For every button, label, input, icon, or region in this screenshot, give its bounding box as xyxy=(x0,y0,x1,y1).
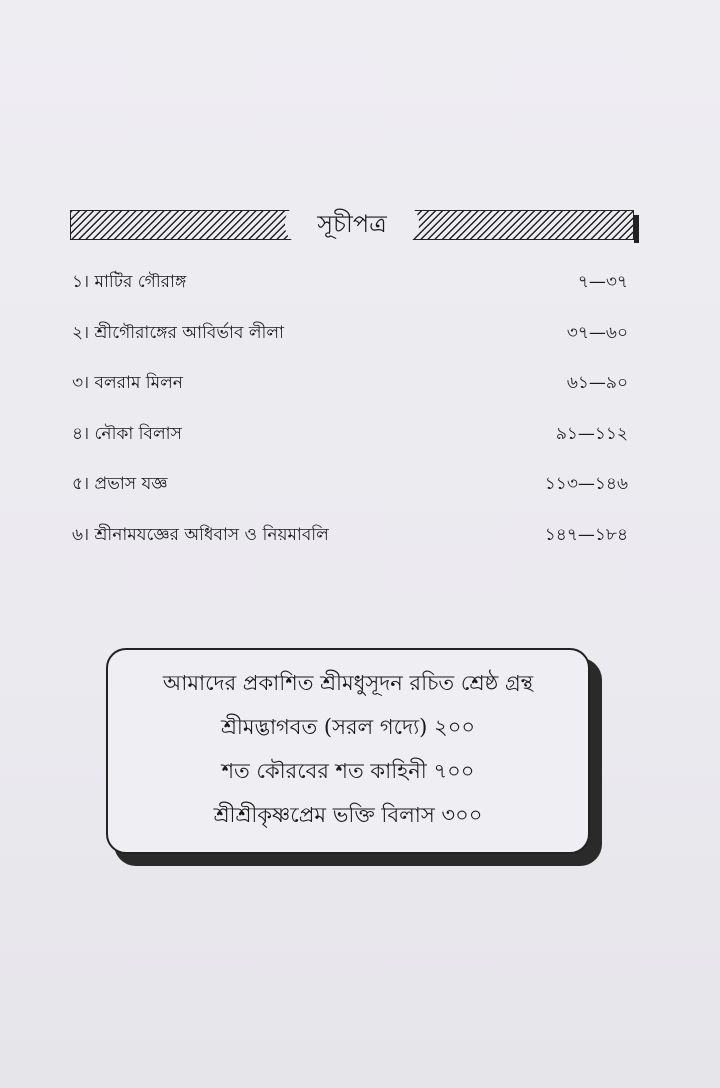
toc-entry-title: বলরাম মিলন xyxy=(94,373,183,393)
toc-entry xyxy=(72,470,628,521)
toc-entry xyxy=(72,369,628,420)
advert-book: শত কৌরবের শত কাহিনী ৭০০ xyxy=(221,759,475,783)
toc-entry xyxy=(72,521,628,572)
toc-entry-number: ৩। xyxy=(72,373,90,393)
toc-list xyxy=(72,268,628,571)
toc-entry-number: ৬। xyxy=(72,524,90,545)
toc-entry xyxy=(72,319,628,370)
toc-entry-title: প্রভাস যজ্ঞ xyxy=(94,474,168,494)
toc-entry-pages: ৩৭—৬০ xyxy=(566,322,628,343)
toc-entry-pages: ৬১—৯০ xyxy=(566,373,628,393)
toc-header xyxy=(70,210,634,238)
toc-entry-number: ১। xyxy=(72,272,90,292)
advert-book: শ্রীশ্রীকৃষ্ণপ্রেম ভক্তি বিলাস ৩০০ xyxy=(213,803,483,827)
toc-entry-pages: ১১৩—১৪৬ xyxy=(544,474,628,494)
advert-book: শ্রীমদ্ভাগবত (সরল গদ্যে) ২০০ xyxy=(220,715,476,739)
toc-entry xyxy=(72,420,628,471)
toc-entry-pages: ৭—৩৭ xyxy=(577,272,628,292)
advert-heading: আমাদের প্রকাশিত শ্রীমধুসূদন রচিত শ্রেষ্ঠ গ্রন্থ xyxy=(162,671,534,695)
toc-entry-number: ৪। xyxy=(72,423,90,444)
toc-entry-pages: ৯১—১১২ xyxy=(555,423,628,444)
toc-entry-title: মাটির গৌরাঙ্গ xyxy=(94,272,187,292)
toc-entry xyxy=(72,268,628,319)
toc-entry-number: ২। xyxy=(72,322,90,343)
toc-entry-pages: ১৪৭—১৮৪ xyxy=(544,524,628,545)
toc-entry-title: শ্রীনামযজ্ঞের অধিবাস ও নিয়মাবলি xyxy=(94,524,329,545)
toc-title: সূচীপত্র xyxy=(285,204,419,244)
toc-entry-title: নৌকা বিলাস xyxy=(94,423,182,444)
advert-box xyxy=(106,648,590,854)
toc-entry-title: শ্রীগৌরাঙ্গের আবির্ভাব লীলা xyxy=(94,322,284,343)
hatched-bar-left xyxy=(70,210,292,240)
hatched-bar-right xyxy=(412,210,634,240)
bleed-through-text xyxy=(130,92,134,110)
toc-entry-number: ৫। xyxy=(72,474,90,494)
